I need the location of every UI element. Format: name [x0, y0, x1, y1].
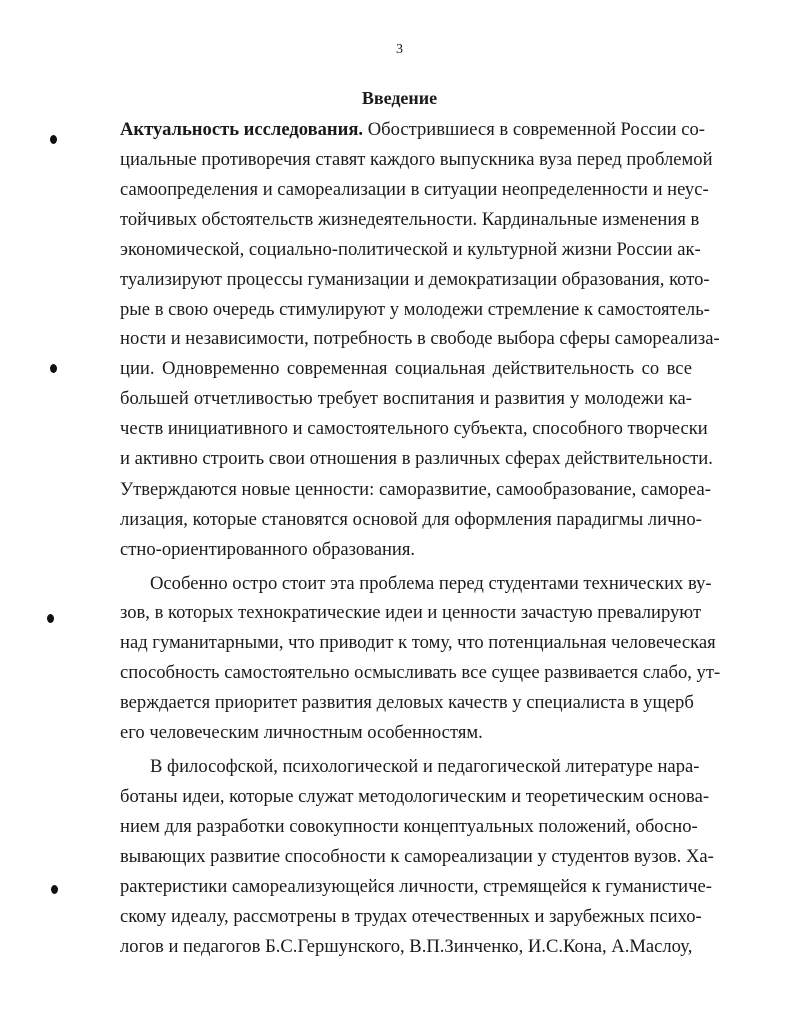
- paragraph-1-line: тойчивых обстоятельств жизнедеятельности. Кардинальные изменения в: [120, 209, 700, 230]
- paragraph-3-line: рактеристики самореализующейся личности, стремящейся к гуманистиче-: [120, 876, 712, 897]
- paragraph-2-line: над гуманитарными, что приводит к тому, что потенциальная человеческая: [120, 632, 716, 653]
- paragraph-1-line: ции. Одновременно современная социальная действительность со все: [120, 358, 692, 379]
- paragraph-2-line: его человеческим личностным особенностям.: [120, 722, 483, 743]
- paragraph-1-line: рые в свою очередь стимулируют у молодежи стремление к самостоятель-: [120, 299, 710, 320]
- margin-mark: [51, 885, 58, 894]
- paragraph-1-line: ности и независимости, потребность в свободе выбора сферы самореализа-: [120, 328, 720, 349]
- paragraph-1-line: экономической, социально-политической и культурной жизни России ак-: [120, 239, 701, 260]
- paragraph-1-line: туализируют процессы гуманизации и демократизации образования, кото-: [120, 269, 710, 290]
- margin-mark: [47, 614, 54, 623]
- paragraph-1-line: циальные противоречия ставят каждого выпускника вуза перед проблемой: [120, 149, 713, 170]
- paragraph-2-line: верждается приоритет развития деловых качеств у специалиста в ущерб: [120, 692, 694, 713]
- paragraph-2-line: зов, в которых технократические идеи и ценности зачастую превалируют: [120, 602, 702, 623]
- paragraph-3-line: нием для разработки совокупности концептуальных положений, обосно-: [120, 816, 698, 837]
- paragraph-3-line: В философской, психологической и педагогической литературе нара-: [150, 756, 700, 777]
- paragraph-1-line: лизация, которые становятся основой для оформления парадигмы лично-: [120, 509, 702, 530]
- paragraph-2-line: Особенно остро стоит эта проблема перед студентами технических ву-: [150, 573, 712, 594]
- first-line-text: Обострившиеся в современной России со-: [363, 119, 705, 140]
- paragraph-1-line: большей отчетливостью требует воспитания и развития у молодежи ка-: [120, 388, 692, 409]
- lead-heading: Актуальность исследования.: [120, 119, 364, 140]
- paragraph-3-line: логов и педагогов Б.С.Гершунского, В.П.Зинченко, И.С.Кона, А.Маслоу,: [120, 936, 693, 957]
- paragraph-1-line: Утверждаются новые ценности: саморазвитие, самообразование, самореа-: [120, 479, 711, 500]
- margin-mark: [50, 364, 57, 373]
- paragraph-3-line: скому идеалу, рассмотрены в трудах отечественных и зарубежных психо-: [120, 906, 702, 927]
- paragraph-3-line: ботаны идеи, которые служат методологическим и теоретическим основа-: [120, 786, 710, 807]
- page-number: 3: [396, 42, 403, 57]
- section-title: Введение: [361, 88, 438, 108]
- paragraph-1-line: и активно строить свои отношения в различных сферах действительности.: [120, 448, 713, 469]
- paragraph-1-line: честв инициативного и самостоятельного субъекта, способного творчески: [120, 418, 708, 439]
- paragraph-1-line: самоопределения и самореализации в ситуации неопределенности и неус-: [120, 179, 709, 200]
- paragraph-1-line: [120, 118, 705, 142]
- paragraph-2-line: способность самостоятельно осмысливать все сущее развивается слабо, ут-: [120, 662, 721, 683]
- paragraph-3-line: вывающих развитие способности к самореализации у студентов вузов. Ха-: [120, 846, 714, 867]
- paragraph-1-line: стно-ориентированного образования.: [120, 539, 416, 560]
- margin-mark: [50, 135, 57, 144]
